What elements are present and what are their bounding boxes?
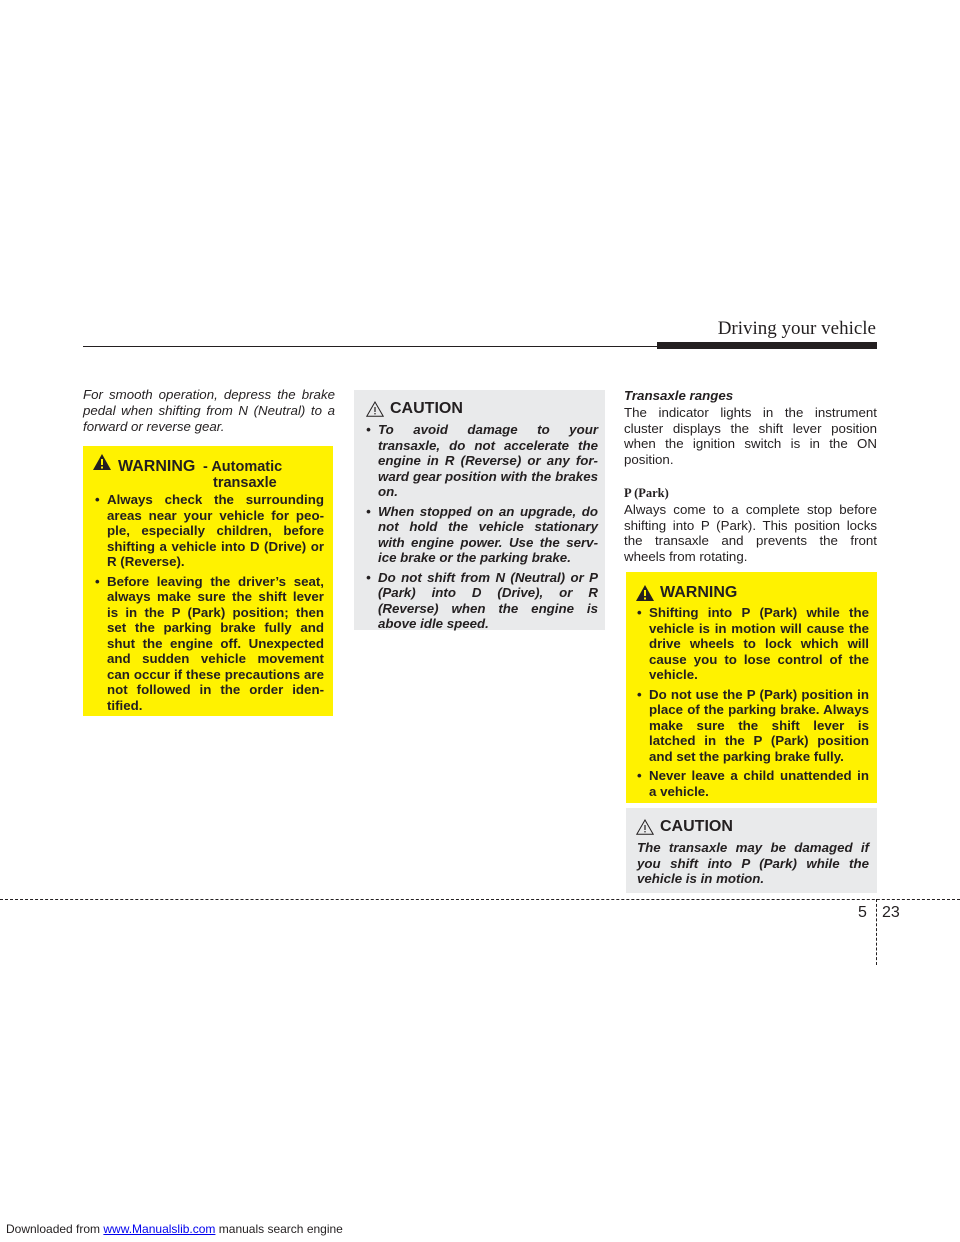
list-item: • To avoid damage to your transaxle, do not accelerate the engine in R (Reverse) or any for-ward gear position with the brakes on.: [362, 422, 598, 500]
warning-icon: [93, 454, 111, 470]
warning-automatic-list: [91, 492, 324, 713]
list-item: • Do not shift from N (Neutral) or P (Park) into D (Drive), or R (Reverse) when the engine is above idle speed.: [362, 570, 598, 632]
caution-middle-title: CAUTION: [390, 400, 463, 417]
list-item: • Always check the surrounding areas near your vehicle for peo-ple, especially children, before shifting a vehicle into D (Drive) or R (Reverse).: [91, 492, 324, 570]
transaxle-ranges-heading: Transaxle ranges: [624, 388, 734, 403]
list-item: • Before leaving the driver’s seat, always make sure the shift lever is in the P (Park) position; then set the parking brake fully and shut the engine off. Unexpected and sudden vehicle movement can occur if these precautions are not followed in the order iden-tified.: [91, 574, 324, 714]
page-number: 23: [882, 904, 900, 921]
chapter-number: 5: [858, 904, 867, 921]
park-body: Always come to a complete stop before shifting into P (Park). This position locks the transaxle and prevents the front wheels from rotating.: [624, 502, 877, 564]
warning-park-title: WARNING: [660, 584, 738, 601]
caution-park-title: CAUTION: [660, 818, 733, 835]
footer-vertical-rule: [876, 899, 877, 965]
warning-automatic-subtitle-1: - Automatic: [203, 459, 283, 475]
list-item: • Never leave a child unattended in a vehicle.: [633, 768, 869, 799]
warning-automatic-box: [83, 446, 333, 716]
caution-icon: [366, 401, 384, 417]
intro-note: For smooth operation, depress the brake pedal when shifting from N (Neutral) to a forward or reverse gear.: [83, 387, 335, 434]
list-item: • Do not use the P (Park) position in place of the parking brake. Always make sure the shift lever is latched in the P (Park) position and set the parking brake fully.: [633, 687, 869, 765]
transaxle-ranges-body: The indicator lights in the instrument cluster displays the shift lever position when the ignition switch is in the ON position.: [624, 405, 877, 467]
warning-park-box: [626, 572, 877, 803]
caution-icon: [636, 819, 654, 835]
header-bar: [657, 342, 877, 349]
footer-dashed-rule: [0, 899, 960, 900]
list-item: • When stopped on an upgrade, do not hold the vehicle stationary with engine power. Use the serv-ice brake or the parking brake.: [362, 504, 598, 566]
manualslib-link[interactable]: www.Manualslib.com: [103, 1222, 216, 1236]
park-heading: P (Park): [624, 486, 669, 500]
warning-automatic-title: WARNING: [118, 458, 196, 475]
page-header-title: Driving your vehicle: [717, 318, 876, 339]
warning-automatic-subtitle-2: transaxle: [213, 475, 277, 491]
caution-middle-box: [354, 390, 605, 630]
download-suffix: manuals search engine: [215, 1222, 343, 1236]
caution-park-body: The transaxle may be damaged if you shift into P (Park) while the vehicle is in motion.: [637, 840, 869, 886]
download-prefix: Downloaded from: [6, 1222, 104, 1236]
list-item: • Shifting into P (Park) while the vehicle is in motion will cause the drive wheels to lock which will cause you to lose control of the vehicle.: [633, 605, 869, 683]
warning-park-list: [633, 605, 869, 799]
caution-middle-list: [362, 422, 598, 632]
download-line: [6, 1222, 343, 1236]
warning-icon: [636, 585, 654, 601]
caution-park-box: [626, 808, 877, 893]
